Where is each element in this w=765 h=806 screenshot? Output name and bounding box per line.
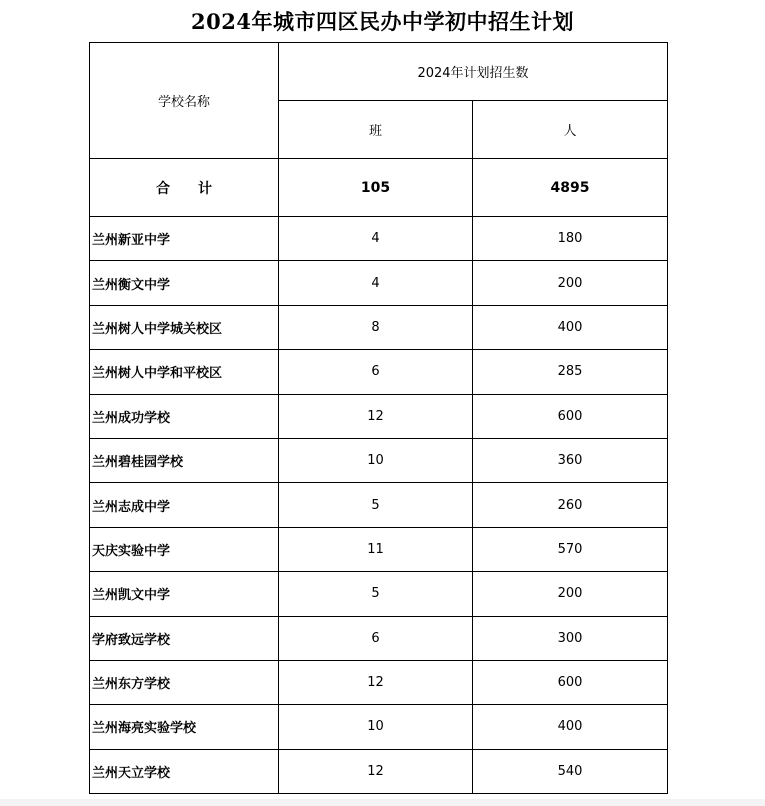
classes-cell: 12 (279, 394, 473, 438)
school-name-cell: 天庆实验中学 (90, 527, 279, 571)
table-row (90, 305, 668, 349)
school-name-cell: 兰州成功学校 (90, 394, 279, 438)
classes-cell: 4 (279, 217, 473, 261)
page-title: 2024年城市四区民办中学初中招生计划 (191, 9, 574, 34)
people-cell: 400 (473, 705, 668, 749)
table-row (90, 705, 668, 749)
school-name-header: 学校名称 (90, 43, 279, 159)
table-row (90, 616, 668, 660)
school-name-cell: 兰州碧桂园学校 (90, 438, 279, 482)
table-row (90, 350, 668, 394)
people-cell: 200 (473, 572, 668, 616)
people-cell: 400 (473, 305, 668, 349)
people-header: 人 (473, 101, 668, 159)
classes-cell: 11 (279, 527, 473, 571)
table-row (90, 527, 668, 571)
school-name-cell: 学府致远学校 (90, 616, 279, 660)
people-cell: 600 (473, 394, 668, 438)
people-cell: 360 (473, 438, 668, 482)
table-row (90, 438, 668, 482)
school-name-cell: 兰州志成中学 (90, 483, 279, 527)
table-row (90, 483, 668, 527)
people-cell: 285 (473, 350, 668, 394)
classes-cell: 12 (279, 660, 473, 704)
classes-cell: 12 (279, 749, 473, 793)
total-row (90, 159, 668, 217)
people-cell: 200 (473, 261, 668, 305)
school-name-cell: 兰州东方学校 (90, 660, 279, 704)
plan-header: 2024年计划招生数 (279, 43, 668, 101)
school-name-cell: 兰州树人中学和平校区 (90, 350, 279, 394)
table-row (90, 261, 668, 305)
people-cell: 570 (473, 527, 668, 571)
classes-cell: 8 (279, 305, 473, 349)
classes-cell: 10 (279, 438, 473, 482)
classes-cell: 10 (279, 705, 473, 749)
table-row (90, 572, 668, 616)
people-cell: 300 (473, 616, 668, 660)
school-name-cell: 兰州树人中学城关校区 (90, 305, 279, 349)
people-cell: 600 (473, 660, 668, 704)
classes-cell: 6 (279, 616, 473, 660)
school-name-cell: 兰州新亚中学 (90, 217, 279, 261)
table-row (90, 217, 668, 261)
classes-cell: 5 (279, 572, 473, 616)
school-name-cell: 兰州海亮实验学校 (90, 705, 279, 749)
classes-cell: 6 (279, 350, 473, 394)
total-people: 4895 (473, 159, 668, 217)
classes-cell: 5 (279, 483, 473, 527)
table-row (90, 394, 668, 438)
table-row (90, 749, 668, 793)
table-row (90, 660, 668, 704)
total-classes: 105 (279, 159, 473, 217)
school-name-cell: 兰州衡文中学 (90, 261, 279, 305)
people-cell: 180 (473, 217, 668, 261)
school-name-cell: 兰州天立学校 (90, 749, 279, 793)
header-row (90, 43, 668, 101)
total-label: 合 计 (90, 159, 279, 217)
people-cell: 260 (473, 483, 668, 527)
people-cell: 540 (473, 749, 668, 793)
school-name-cell: 兰州凯文中学 (90, 572, 279, 616)
classes-cell: 4 (279, 261, 473, 305)
enrollment-plan-table (89, 42, 668, 794)
classes-header: 班 (279, 101, 473, 159)
page-bottom-edge (0, 799, 765, 806)
